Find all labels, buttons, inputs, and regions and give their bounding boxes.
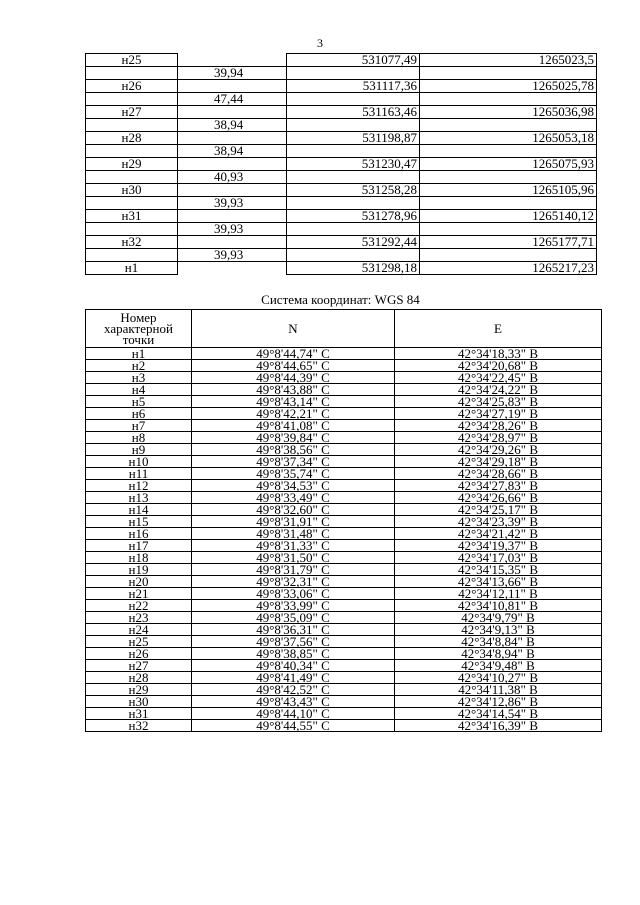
latitude-cell: 49°8'41,49" С [192, 672, 395, 684]
point-cell: н17 [86, 540, 192, 552]
latitude-cell: 49°8'31,33" С [192, 540, 395, 552]
latitude-cell: 49°8'44,65" С [192, 360, 395, 372]
y-coordinate-cell: 1265217,23 [420, 262, 597, 275]
latitude-cell: 49°8'44,74" С [192, 348, 395, 360]
latitude-cell: 49°8'31,79" С [192, 564, 395, 576]
point-cell: н16 [86, 528, 192, 540]
point-cell: н31 [86, 708, 192, 720]
longitude-cell: 42°34'19,37" В [395, 540, 602, 552]
longitude-cell: 42°34'29,18" В [395, 456, 602, 468]
longitude-cell: 42°34'15,35" В [395, 564, 602, 576]
y-coordinate-cell: 1265177,71 [420, 236, 597, 249]
latitude-cell: 49°8'35,74" С [192, 468, 395, 480]
point-cell: н20 [86, 576, 192, 588]
longitude-cell: 42°34'10,27" В [395, 672, 602, 684]
longitude-cell: 42°34'29,26" В [395, 444, 602, 456]
longitude-cell: 42°34'27,83" В [395, 480, 602, 492]
point-cell: н14 [86, 504, 192, 516]
point-cell: н10 [86, 456, 192, 468]
distance-row [86, 145, 597, 158]
latitude-cell: 49°8'31,48" С [192, 528, 395, 540]
table-row [86, 262, 597, 275]
longitude-cell: 42°34'18,33" В [395, 348, 602, 360]
point-cell: н26 [86, 648, 192, 660]
y-coordinate-cell: 1265053,18 [420, 132, 597, 145]
latitude-cell: 49°8'44,10" С [192, 708, 395, 720]
point-cell: н24 [86, 624, 192, 636]
longitude-cell: 42°34'25,83" В [395, 396, 602, 408]
table-row [86, 158, 597, 171]
latitude-cell: 49°8'36,31" С [192, 624, 395, 636]
table-row [86, 210, 597, 223]
point-cell: н3 [86, 372, 192, 384]
distance-row [86, 197, 597, 210]
point-cell: н27 [86, 660, 192, 672]
longitude-cell: 42°34'12,86" В [395, 696, 602, 708]
longitude-cell: 42°34'11,38" В [395, 684, 602, 696]
point-cell: н18 [86, 552, 192, 564]
longitude-cell: 42°34'13,66" В [395, 576, 602, 588]
header-point-number: Номер характерной точки [86, 310, 192, 348]
longitude-cell: 42°34'26,66" В [395, 492, 602, 504]
table-row [86, 80, 597, 93]
distance-cell: 38,94 [178, 119, 287, 132]
latitude-cell: 49°8'42,21" С [192, 408, 395, 420]
coordinate-system-caption: Система координат: WGS 84 [261, 292, 420, 307]
distance-row [86, 249, 597, 262]
longitude-cell: 42°34'9,13" В [395, 624, 602, 636]
latitude-cell: 49°8'39,84" С [192, 432, 395, 444]
latitude-cell: 49°8'31,50" С [192, 552, 395, 564]
longitude-cell: 42°34'16,39" В [395, 720, 602, 732]
point-cell: н21 [86, 588, 192, 600]
longitude-cell: 42°34'25,17" В [395, 504, 602, 516]
header-n: N [192, 310, 395, 348]
point-cell: н1 [86, 262, 178, 275]
longitude-cell: 42°34'22,45" В [395, 372, 602, 384]
point-cell: н32 [86, 720, 192, 732]
latitude-cell: 49°8'44,39" С [192, 372, 395, 384]
y-coordinate-cell: 1265023,5 [420, 54, 597, 67]
longitude-cell: 42°34'23,39" В [395, 516, 602, 528]
distance-row [86, 171, 597, 184]
x-coordinate-cell: 531298,18 [287, 262, 420, 275]
point-cell: н1 [86, 348, 192, 360]
distance-row [86, 67, 597, 80]
distance-row [86, 93, 597, 106]
distance-coordinates-table [85, 53, 597, 275]
latitude-cell: 49°8'44,55" С [192, 720, 395, 732]
table-row [86, 132, 597, 145]
point-cell: н9 [86, 444, 192, 456]
table-row [86, 184, 597, 197]
point-cell: н28 [86, 132, 178, 145]
x-coordinate-cell: 531077,49 [287, 54, 420, 67]
distance-cell: 40,93 [178, 171, 287, 184]
longitude-cell: 42°34'17,03" В [395, 552, 602, 564]
point-cell: н13 [86, 492, 192, 504]
point-cell: н22 [86, 600, 192, 612]
latitude-cell: 49°8'38,85" С [192, 648, 395, 660]
distance-cell: 38,94 [178, 145, 287, 158]
longitude-cell: 42°34'14,54" В [395, 708, 602, 720]
x-coordinate-cell: 531258,28 [287, 184, 420, 197]
latitude-cell: 49°8'37,56" С [192, 636, 395, 648]
point-cell: н2 [86, 360, 192, 372]
x-coordinate-cell: 531230,47 [287, 158, 420, 171]
point-cell: н12 [86, 480, 192, 492]
x-coordinate-cell: 531163,46 [287, 106, 420, 119]
latitude-cell: 49°8'33,49" С [192, 492, 395, 504]
latitude-cell: 49°8'37,34" С [192, 456, 395, 468]
latitude-cell: 49°8'42,52" С [192, 684, 395, 696]
distance-row [86, 119, 597, 132]
point-cell: н25 [86, 636, 192, 648]
latitude-cell: 49°8'43,88" С [192, 384, 395, 396]
point-cell: н27 [86, 106, 178, 119]
latitude-cell: 49°8'33,06" С [192, 588, 395, 600]
table-row [86, 106, 597, 119]
longitude-cell: 42°34'24,22" В [395, 384, 602, 396]
longitude-cell: 42°34'9,48" В [395, 660, 602, 672]
table-row [86, 236, 597, 249]
point-cell: н30 [86, 696, 192, 708]
point-cell: н8 [86, 432, 192, 444]
point-cell: н31 [86, 210, 178, 223]
y-coordinate-cell: 1265075,93 [420, 158, 597, 171]
latitude-cell: 49°8'32,31" С [192, 576, 395, 588]
longitude-cell: 42°34'20,68" В [395, 360, 602, 372]
distance-cell: 39,93 [178, 197, 287, 210]
point-cell: н23 [86, 612, 192, 624]
point-cell: н7 [86, 420, 192, 432]
longitude-cell: 42°34'28,66" В [395, 468, 602, 480]
longitude-cell: 42°34'28,26" В [395, 420, 602, 432]
table-row [86, 720, 602, 732]
latitude-cell: 49°8'31,91" С [192, 516, 395, 528]
longitude-cell: 42°34'12,11" В [395, 588, 602, 600]
point-cell: н4 [86, 384, 192, 396]
x-coordinate-cell: 531292,44 [287, 236, 420, 249]
point-cell: н11 [86, 468, 192, 480]
x-coordinate-cell: 531198,87 [287, 132, 420, 145]
point-cell: н5 [86, 396, 192, 408]
latitude-cell: 49°8'43,14" С [192, 396, 395, 408]
point-cell: н30 [86, 184, 178, 197]
distance-cell: 39,93 [178, 249, 287, 262]
latitude-cell: 49°8'43,43" С [192, 696, 395, 708]
latitude-cell: 49°8'33,99" С [192, 600, 395, 612]
longitude-cell: 42°34'8,94" В [395, 648, 602, 660]
distance-cell: 39,94 [178, 67, 287, 80]
wgs84-coordinates-table [85, 309, 602, 732]
latitude-cell: 49°8'32,60" С [192, 504, 395, 516]
y-coordinate-cell: 1265105,96 [420, 184, 597, 197]
longitude-cell: 42°34'8,84" В [395, 636, 602, 648]
longitude-cell: 42°34'9,79" В [395, 612, 602, 624]
point-cell: н32 [86, 236, 178, 249]
longitude-cell: 42°34'27,19" В [395, 408, 602, 420]
latitude-cell: 49°8'38,56" С [192, 444, 395, 456]
header-e: E [395, 310, 602, 348]
longitude-cell: 42°34'10,81" В [395, 600, 602, 612]
x-coordinate-cell: 531278,96 [287, 210, 420, 223]
point-cell: н29 [86, 684, 192, 696]
point-cell: н29 [86, 158, 178, 171]
latitude-cell: 49°8'41,08" С [192, 420, 395, 432]
table-header-row [86, 310, 602, 348]
latitude-cell: 49°8'35,09" С [192, 612, 395, 624]
page-number: 3 [317, 36, 323, 50]
latitude-cell: 49°8'40,34" С [192, 660, 395, 672]
table-row [86, 54, 597, 67]
point-cell: н25 [86, 54, 178, 67]
distance-cell: 39,93 [178, 223, 287, 236]
longitude-cell: 42°34'28,97" В [395, 432, 602, 444]
point-cell: н28 [86, 672, 192, 684]
point-cell: н6 [86, 408, 192, 420]
point-cell: н26 [86, 80, 178, 93]
y-coordinate-cell: 1265140,12 [420, 210, 597, 223]
y-coordinate-cell: 1265036,98 [420, 106, 597, 119]
latitude-cell: 49°8'34,53" С [192, 480, 395, 492]
x-coordinate-cell: 531117,36 [287, 80, 420, 93]
point-cell: н19 [86, 564, 192, 576]
blank-cell [178, 262, 287, 275]
point-cell: н15 [86, 516, 192, 528]
longitude-cell: 42°34'21,42" В [395, 528, 602, 540]
distance-row [86, 223, 597, 236]
y-coordinate-cell: 1265025,78 [420, 80, 597, 93]
distance-cell: 47,44 [178, 93, 287, 106]
